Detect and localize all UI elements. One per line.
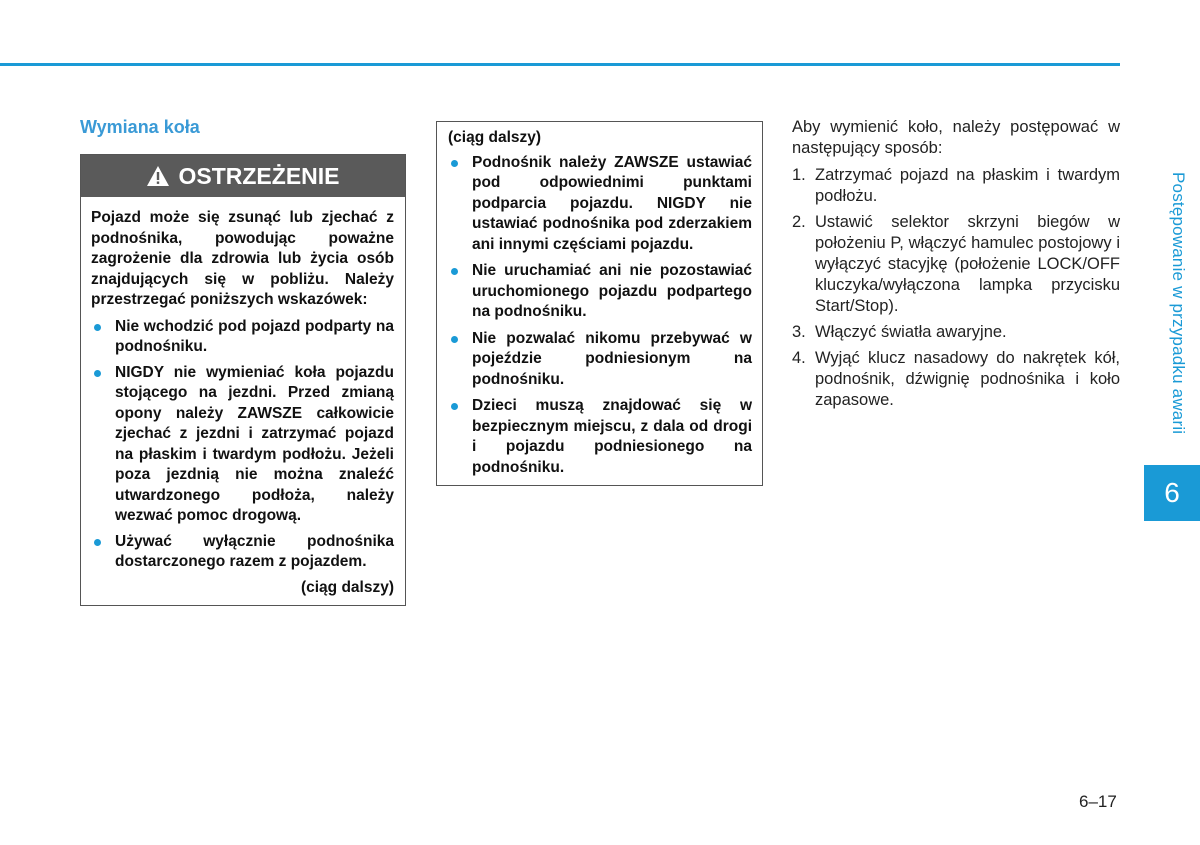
continuation-heading: (ciąg dalszy): [448, 129, 542, 146]
chapter-side-label: Postępowanie w przypadku awarii: [1169, 172, 1188, 435]
step-number: 4.: [792, 349, 806, 367]
warning-bullet: NIGDY nie wymieniać koła pojazdu stojącego na jezdni. Przed zmianą opony należy ZAWSZE całkowicie zjechać z jezdni i zatrzymać pojazd na płaskim i twardym podłożu. Jeżeli poza jezdnią nie można znaleźć utwardzonego podłoża, należy wezwać pomoc drogową.: [91, 363, 394, 527]
warning-triangle-icon: [146, 165, 170, 187]
steps-list: [792, 165, 1120, 411]
step-text: Ustawić selektor skrzyni biegów w położeniu P, włączyć hamulec postojowy i wyłączyć stacyjkę (położenie LOCK/OFF kluczyka/wyłączona lampka przycisku Start/Stop).: [815, 213, 1120, 315]
warning-bullet: Nie wchodzić pod pojazd podparty na podnośniku.: [91, 317, 394, 358]
step-item: [792, 165, 1120, 207]
section-title: Wymiana koła: [80, 117, 200, 137]
step-item: [792, 212, 1120, 317]
steps-column: [792, 117, 1120, 416]
warning-header: [81, 155, 405, 197]
step-text: Wyjąć klucz nasadowy do nakrętek kół, podnośnik, dźwignię podnośnika i koło zapasowe.: [815, 349, 1120, 409]
step-number: 3.: [792, 323, 806, 341]
steps-intro: Aby wymienić koło, należy postępować w następujący sposób:: [792, 118, 1120, 157]
top-rule: [0, 63, 1120, 66]
continuation-bullet: Nie uruchamiać ani nie pozostawiać uruchomionego pojazdu podpartego na podnośniku.: [448, 261, 752, 323]
warning-list: [91, 317, 394, 573]
step-text: Zatrzymać pojazd na płaskim i twardym podłożu.: [815, 166, 1120, 205]
warning-title: OSTRZEŻENIE: [178, 162, 340, 189]
continuation-list: [448, 153, 752, 479]
continuation-bullet: Nie pozwalać nikomu przebywać w pojeździe podniesionym na podnośniku.: [448, 329, 752, 391]
step-item: [792, 348, 1120, 411]
step-number: 1.: [792, 166, 806, 184]
continuation-bullet: Podnośnik należy ZAWSZE ustawiać pod odpowiednimi punktami podparcia pojazdu. NIGDY nie ustawiać podnośnika pod zderzakiem ani innymi częściami pojazdu.: [448, 153, 752, 256]
warning-intro: Pojazd może się zsunąć lub zjechać z podnośnika, powodując poważne zagrożenie dla zdrowia lub życia osób znajdujących się w pobliżu. Należy przestrzegać poniższych wskazówek:: [91, 209, 394, 308]
continuation-box: [436, 121, 763, 486]
step-text: Włączyć światła awaryjne.: [815, 323, 1007, 341]
chapter-tab: 6: [1144, 465, 1200, 521]
step-number: 2.: [792, 213, 806, 231]
page-number: 6–17: [1079, 792, 1117, 811]
step-item: [792, 322, 1120, 343]
continuation-bullet: Dzieci muszą znajdować się w bezpiecznym miejscu, z dala od drogi i pojazdu podniesionego na podnośniku.: [448, 396, 752, 478]
continued-label: (ciąg dalszy): [300, 578, 394, 596]
warning-body: [81, 197, 405, 598]
warning-box: [80, 154, 406, 606]
warning-bullet: Używać wyłącznie podnośnika dostarczonego razem z pojazdem.: [91, 532, 394, 573]
